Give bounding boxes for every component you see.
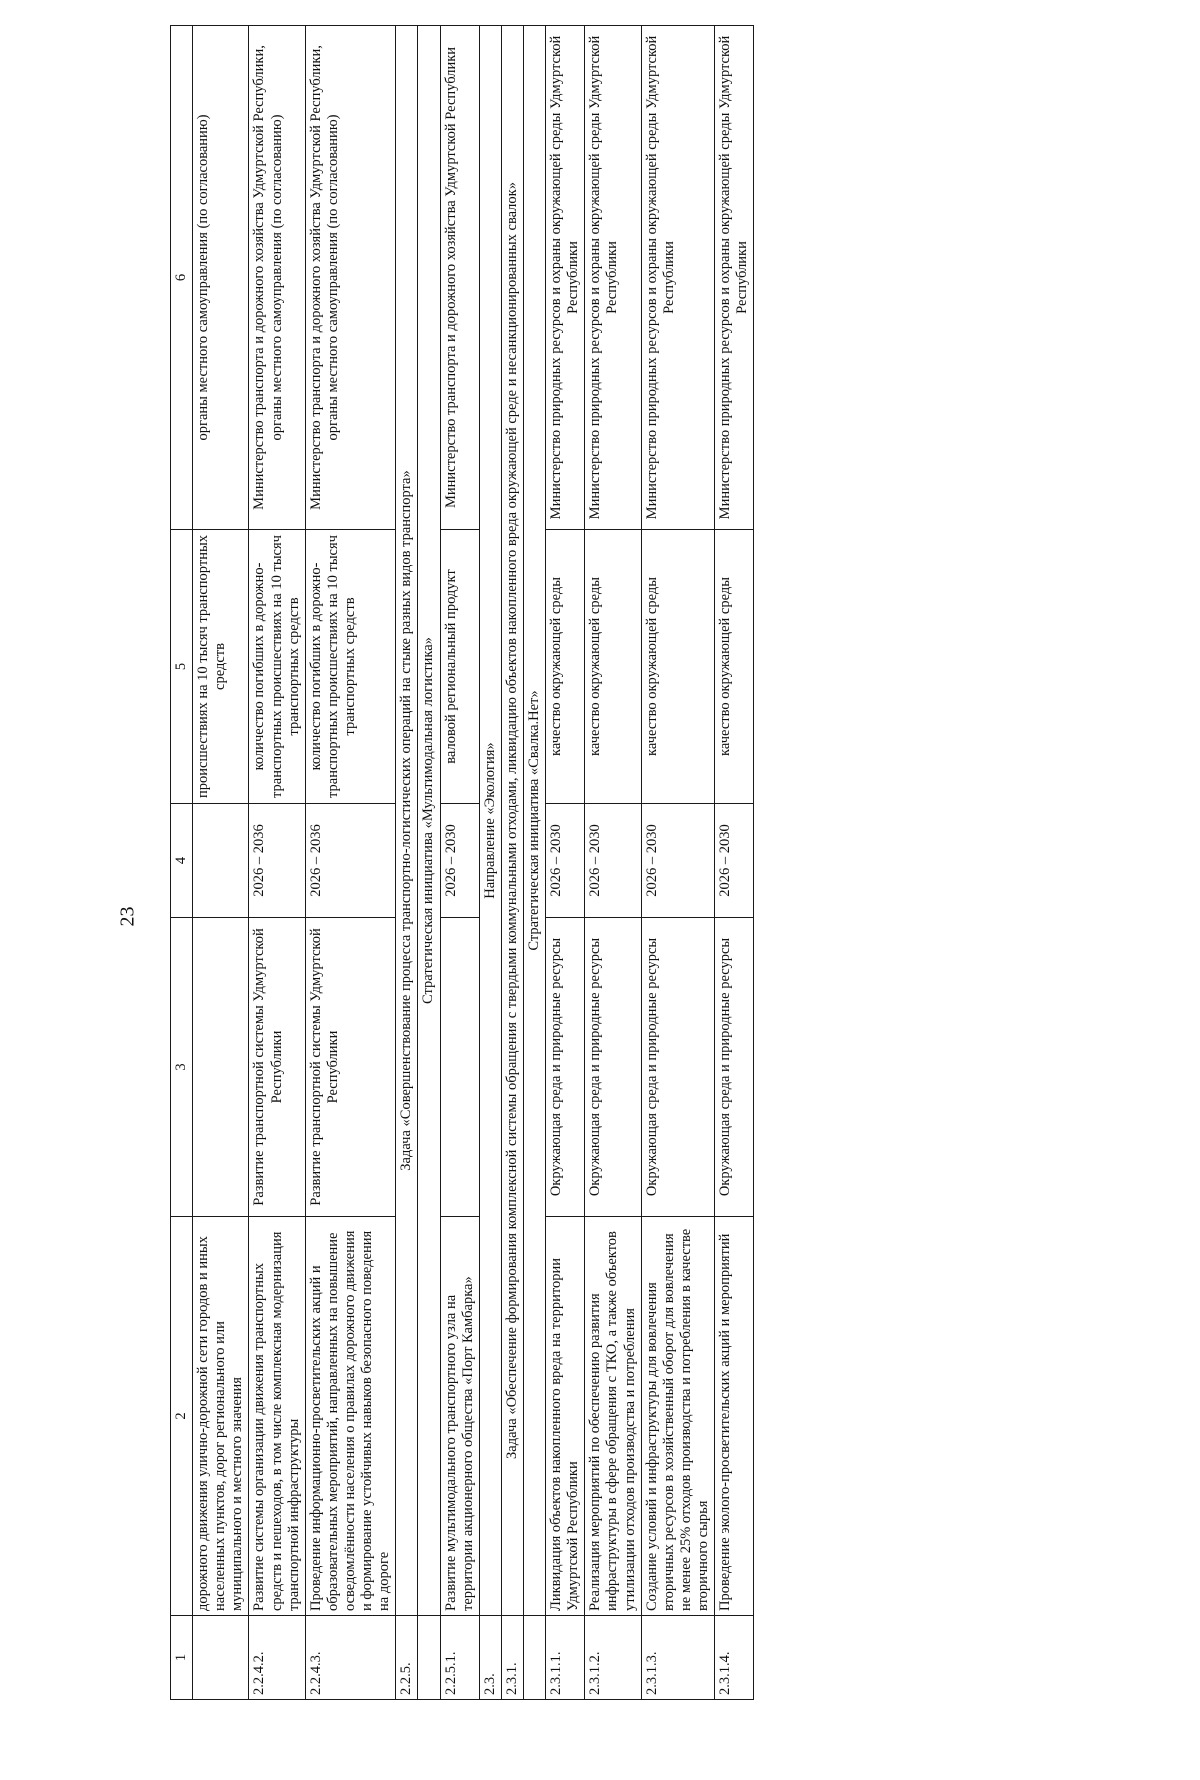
table-row [305, 26, 396, 1700]
initiative-row [418, 26, 440, 1700]
responsible: Министерство природных ресурсов и охраны окружающей среды Удмуртской Республики [546, 26, 585, 530]
responsible: Министерство природных ресурсов и охраны окружающей среды Удмуртской Республики [715, 26, 754, 530]
program-name: Окружающая среда и природные ресурсы [715, 918, 754, 1217]
table-row [546, 26, 585, 1700]
program-name: Окружающая среда и природные ресурсы [641, 918, 714, 1217]
header-col-2: 2 [171, 1217, 193, 1616]
table-row [249, 26, 305, 1700]
period: 2026 – 2030 [546, 804, 585, 918]
responsible: Министерство транспорта и дорожного хозяйства Удмуртской Республики, органы местного самоуправления (по согласованию) [305, 26, 396, 530]
indicator: качество окружающей среды [641, 530, 714, 804]
table-row [585, 26, 641, 1700]
row-number: 2.3.1.3. [641, 1616, 714, 1700]
program-name: Развитие транспортной системы Удмуртской Республики [305, 918, 396, 1217]
responsible: Министерство транспорта и дорожного хозяйства Удмуртской Республики [440, 26, 479, 530]
measure-name: Проведение информационно-просветительских акций и образовательных мероприятий, направленных на повышение осведомлённости населения о правилах дорожного движения и формирование устойчивых навыков безопасного поведения на дороге [305, 1217, 396, 1616]
header-col-4: 4 [171, 804, 193, 918]
measure-name: дорожного движения улично-дорожной сети городов и иных населенных пунктов, дорог регионального или муниципального и местного значения [193, 1217, 249, 1616]
period: 2026 – 2030 [715, 804, 754, 918]
indicator: валовой региональный продукт [440, 530, 479, 804]
table-row [440, 26, 479, 1700]
row-number: 2.3.1.1. [546, 1616, 585, 1700]
period: 2026 – 2030 [641, 804, 714, 918]
measure-name: Ликвидация объектов накопленного вреда на территории Удмуртской Республики [546, 1217, 585, 1616]
period [193, 804, 249, 918]
header-row [171, 26, 193, 1700]
measure-name: Развитие мультимодального транспортного узла на территории акционерного общества «Порт Камбарка» [440, 1217, 479, 1616]
table-row [193, 26, 249, 1700]
period: 2026 – 2030 [440, 804, 479, 918]
rotated-table-container [170, 35, 1070, 1700]
table-row [641, 26, 714, 1700]
period: 2026 – 2036 [249, 804, 305, 918]
direction-row [479, 26, 501, 1700]
row-number: 2.3.1. [501, 1616, 523, 1700]
header-col-1: 1 [171, 1616, 193, 1700]
measure-name: Проведение эколого-просветительских акций и мероприятий [715, 1217, 754, 1616]
measures-table [170, 25, 754, 1700]
row-number [193, 1616, 249, 1700]
program-name: Окружающая среда и природные ресурсы [546, 918, 585, 1217]
program-name: Окружающая среда и природные ресурсы [585, 918, 641, 1217]
indicator: качество окружающей среды [585, 530, 641, 804]
row-number: 2.2.4.3. [305, 1616, 396, 1700]
row-number: 2.3.1.2. [585, 1616, 641, 1700]
responsible: Министерство транспорта и дорожного хозяйства Удмуртской Республики, органы местного самоуправления (по согласованию) [249, 26, 305, 530]
responsible: Министерство природных ресурсов и охраны окружающей среды Удмуртской Республики [585, 26, 641, 530]
program-name [440, 918, 479, 1217]
period: 2026 – 2030 [585, 804, 641, 918]
row-number [418, 1616, 440, 1700]
indicator: количество погибших в дорожно-транспортных происшествиях на 10 тысяч транспортных средств [249, 530, 305, 804]
initiative-title: Стратегическая инициатива «Свалка.Нет» [523, 26, 545, 1616]
program-name [193, 918, 249, 1217]
measure-name: Создание условий и инфраструктуры для вовлечения вторичных ресурсов в хозяйственный оборот для вовлечения не менее 25% отходов производства и потребления в качестве вторичного сырья [641, 1217, 714, 1616]
row-number: 2.3. [479, 1616, 501, 1700]
header-col-3: 3 [171, 918, 193, 1217]
responsible: Министерство природных ресурсов и охраны окружающей среды Удмуртской Республики [641, 26, 714, 530]
task-title: Задача «Совершенствование процесса транспортно-логистических операций на стыке разных видов транспорта» [396, 26, 418, 1616]
header-col-6: 6 [171, 26, 193, 530]
indicator: качество окружающей среды [546, 530, 585, 804]
row-number: 2.2.5.1. [440, 1616, 479, 1700]
task-row [396, 26, 418, 1700]
header-col-5: 5 [171, 530, 193, 804]
row-number [523, 1616, 545, 1700]
initiative-title: Стратегическая инициатива «Мультимодальная логистика» [418, 26, 440, 1616]
task-row [501, 26, 523, 1700]
row-number: 2.2.5. [396, 1616, 418, 1700]
table-row [715, 26, 754, 1700]
task-title: Задача «Обеспечение формирования комплексной системы обращения с твердыми коммунальными отходами, ликвидацию объектов накопленного вреда окружающей среде и несанкционированных свалок» [501, 26, 523, 1616]
measure-name: Реализация мероприятий по обеспечению развития инфраструктуры в сфере обращения с ТКО, а также объектов утилизации отходов производства и потребления [585, 1217, 641, 1616]
period: 2026 – 2036 [305, 804, 396, 918]
direction-title: Направление «Экология» [479, 26, 501, 1616]
indicator: качество окружающей среды [715, 530, 754, 804]
initiative-row [523, 26, 545, 1700]
measure-name: Развитие системы организации движения транспортных средств и пешеходов, в том числе комплексная модернизация транспортной инфраструктуры [249, 1217, 305, 1616]
page-number: 23 [116, 906, 139, 927]
indicator: происшествиях на 10 тысяч транспортных средств [193, 530, 249, 804]
indicator: количество погибших в дорожно-транспортных происшествиях на 10 тысяч транспортных средств [305, 530, 396, 804]
program-name: Развитие транспортной системы Удмуртской Республики [249, 918, 305, 1217]
row-number: 2.3.1.4. [715, 1616, 754, 1700]
row-number: 2.2.4.2. [249, 1616, 305, 1700]
responsible: органы местного самоуправления (по согласованию) [193, 26, 249, 530]
